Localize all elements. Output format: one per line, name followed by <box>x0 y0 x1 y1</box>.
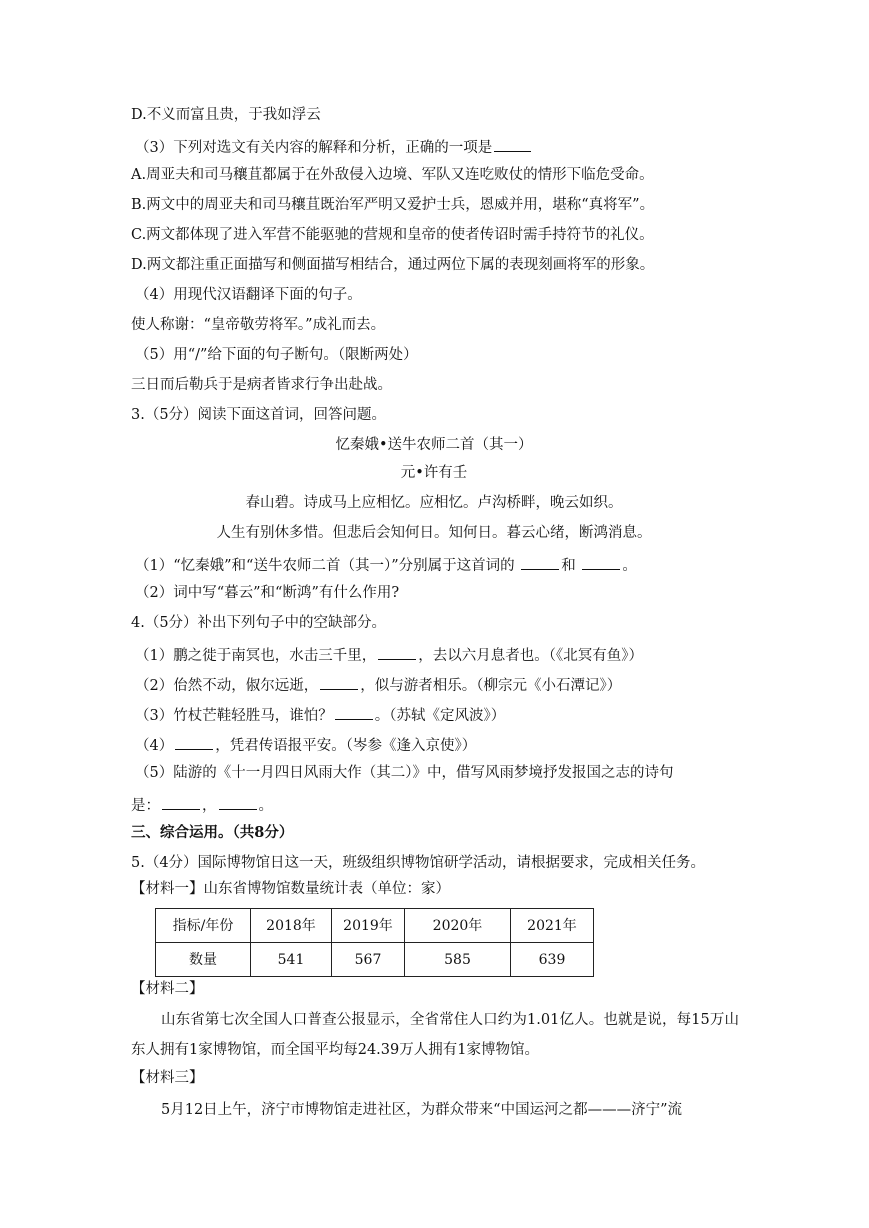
fill-item-2 <box>135 676 621 694</box>
fill-item-1-text-b: ，去以六月息者也。（《北冥有鱼》） <box>418 648 643 664</box>
fill-item-1-text-a: （1）鹏之徙于南冥也，水击三千里， <box>135 648 377 664</box>
fill-item-5-lead: 是： <box>131 798 160 814</box>
poem-question-1 <box>135 556 637 574</box>
question-3-prompt <box>135 138 533 156</box>
option-c: C.两文都体现了进入军营不能驱驰的营规和皇帝的使者传诏时需手持符节的礼仪。 <box>131 227 654 243</box>
poem-author: 元•许有壬 <box>400 465 468 481</box>
table-cell: 541 <box>251 943 332 977</box>
table-cell: 567 <box>332 943 405 977</box>
question-5: （5）用“/”给下面的句子断句。（限断两处） <box>135 347 418 363</box>
poem-question-1-text: （1）“忆秦娥”和“送牛农师二首（其一）”分别属于这首词的 <box>135 558 515 574</box>
material-2-paragraph: 山东省第七次全国人口普查公报显示，全省常住人口约为1.01亿人。也就是说，每15万山东人拥有1家博物馆，而全国平均每24.39万人拥有1家博物馆。 <box>131 1012 739 1058</box>
period-text: 。 <box>258 798 273 814</box>
table-header-cell: 2021年 <box>511 909 594 943</box>
option-b: B.两文中的周亚夫和司马穰苴既治军严明又爱护士兵，恩威并用，堪称“真将军”。 <box>131 197 655 213</box>
table-cell: 639 <box>511 943 594 977</box>
section-4-heading: 4.（5分）补出下列句子中的空缺部分。 <box>131 615 387 631</box>
question-3-text: （3）下列对选文有关内容的解释和分析，正确的一项是 <box>135 140 493 156</box>
material-2-heading: 【材料二】 <box>131 981 204 997</box>
fill-item-3-text-b: 。（苏轼《定风波》） <box>374 708 506 724</box>
question-5-heading: 5.（4分）国际博物馆日这一天，班级组织博物馆研学活动，请根据要求，完成相关任务。 <box>131 855 706 871</box>
table-row <box>156 943 594 977</box>
answer-blank[interactable] <box>162 796 200 810</box>
fill-item-2-text-a: （2）佁然不动，俶尔远逝， <box>135 678 319 694</box>
poem-question-2: （2）词中写“暮云”和“断鸿”有什么作用? <box>135 585 400 601</box>
answer-blank[interactable] <box>219 796 257 810</box>
table-header-row <box>156 909 594 943</box>
option-a: A.周亚夫和司马穰苴都属于在外敌侵入边境、军队又连吃败仗的情形下临危受命。 <box>131 167 654 183</box>
answer-blank[interactable] <box>521 556 559 570</box>
answer-blank[interactable] <box>175 736 213 750</box>
answer-blank[interactable] <box>494 138 531 152</box>
section-three-title: 三、综合运用。（共8分） <box>131 824 294 841</box>
fill-item-1 <box>135 646 643 664</box>
period-text: 。 <box>622 558 637 574</box>
section-3-heading: 3.（5分）阅读下面这首词，回答问题。 <box>131 407 387 423</box>
poem-title: 忆秦娥•送牛农师二首（其一） <box>335 437 533 453</box>
table-header-cell: 指标/年份 <box>156 909 251 943</box>
fill-item-5: （5）陆游的《十一月四日风雨大作（其二）》中，借写风雨梦境抒发报国之志的诗句 <box>135 765 674 781</box>
poem-line-1: 春山碧。诗成马上应相忆。应相忆。卢沟桥畔，晚云如织。 <box>245 495 623 511</box>
question-4: （4）用现代汉语翻译下面的句子。 <box>135 287 362 303</box>
option-d-text: D.不义而富且贵，于我如浮云 <box>131 107 321 123</box>
answer-blank[interactable] <box>320 676 358 690</box>
question-4-sentence: 使人称谢：“皇帝敬劳将军。”成礼而去。 <box>131 317 386 333</box>
conjunction-text: 和 <box>561 558 576 574</box>
fill-item-4 <box>135 736 476 754</box>
material-3-heading: 【材料三】 <box>131 1070 204 1086</box>
table-cell: 数量 <box>156 943 251 977</box>
fill-item-2-text-b: ，似与游者相乐。（柳宗元《小石潭记》） <box>360 678 622 694</box>
fill-item-4-text-a: （4） <box>135 738 174 754</box>
answer-blank[interactable] <box>582 556 620 570</box>
option-d: D.两文都注重正面描写和侧面描写相结合，通过两位下属的表现刻画将军的形象。 <box>131 257 655 273</box>
table-header-cell: 2018年 <box>251 909 332 943</box>
poem-line-2: 人生有别休多惜。但悲后会知何日。知何日。暮云心绪，断鸿消息。 <box>216 525 652 541</box>
museum-stats-table <box>155 908 594 977</box>
answer-blank[interactable] <box>335 706 373 720</box>
table-header-cell: 2020年 <box>405 909 511 943</box>
table-header-cell: 2019年 <box>332 909 405 943</box>
material-1-heading: 【材料一】山东省博物馆数量统计表（单位：家） <box>131 881 450 897</box>
fill-item-5-answer <box>131 796 273 814</box>
material-3-paragraph: 5月12日上午，济宁市博物馆走进社区，为群众带来“中国运河之都———济宁”流 <box>161 1102 682 1118</box>
question-5-sentence: 三日而后勒兵于是病者皆求行争出赴战。 <box>131 377 392 393</box>
fill-item-3 <box>135 706 505 724</box>
table-cell: 585 <box>405 943 511 977</box>
fill-item-3-text-a: （3）竹杖芒鞋轻胜马，谁怕？ <box>135 708 333 724</box>
fill-item-4-text-b: ，凭君传语报平安。（岑参《逢入京使》） <box>215 738 477 754</box>
answer-blank[interactable] <box>378 646 416 660</box>
comma-text: ， <box>202 798 217 814</box>
